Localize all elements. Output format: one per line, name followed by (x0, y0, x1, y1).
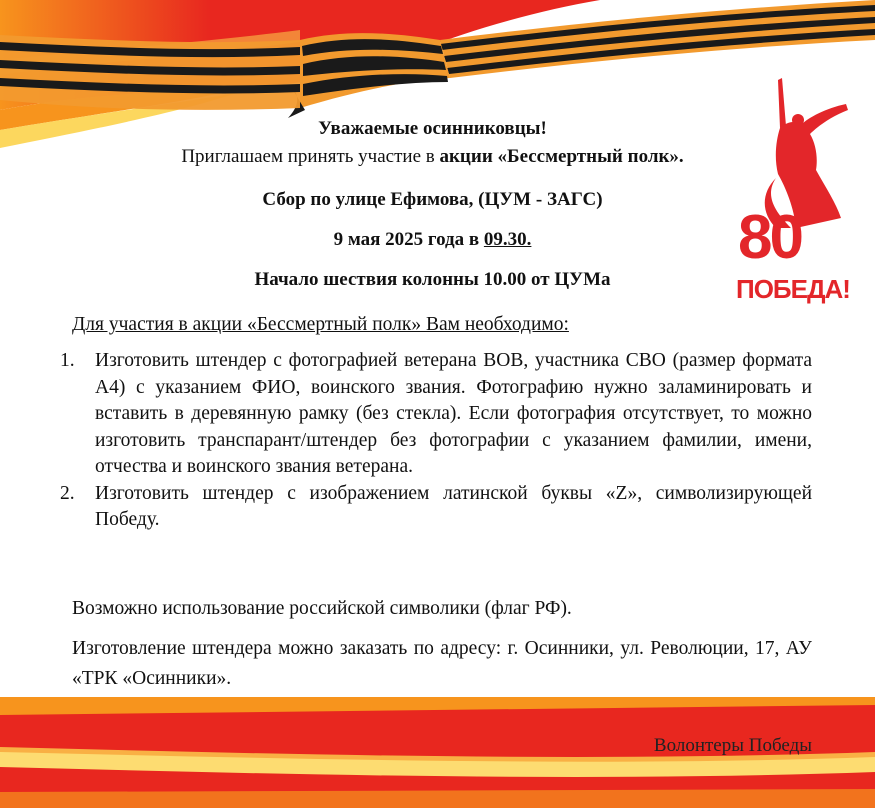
list-item-text: Изготовить штендер с изображением латинской буквы «Z», символизирующей Победу. (95, 482, 812, 530)
invitation-emphasis: акции «Бессмертный полк». (439, 146, 684, 167)
event-date (0, 229, 870, 251)
requirements-list (60, 348, 812, 534)
emblem-number: 80 (738, 203, 801, 272)
gathering-location: Сбор по улице Ефимова, (ЦУМ - ЗАГС) (262, 189, 603, 210)
list-item-text: Изготовить штендер с фотографией ветерана ВОВ, участника СВО (размер формата А4) с указанием ФИО, воинского звания. Фотографию нужно заламинировать и вставить в деревянную рамку (без стекла). Если фотография отсутствует, то можно изготовить транспарант/штендер без фотографии с указанием фамилии, имени, отчества и воинского звания ветерана. (95, 350, 812, 477)
flag-note: Возможно использование российской символики (флаг РФ). (72, 598, 572, 619)
march-start: Начало шествия колонны 10.00 от ЦУМа (254, 269, 611, 290)
event-time: 09.30. (483, 229, 532, 250)
list-item-number: 1. (60, 350, 75, 371)
signature: Волонтеры Победы (653, 735, 812, 756)
emblem-word: ПОБЕДА! (736, 274, 850, 304)
order-note: Изготовление штендера можно заказать по адресу: г. Осинники, ул. Революции, 17, АУ «ТРК «Осинники». (72, 638, 812, 689)
requirements-heading: Для участия в акции «Бессмертный полк» Вам необходимо: (72, 314, 569, 335)
list-item (60, 348, 812, 481)
list-item-number: 2. (60, 482, 75, 504)
invitation-prefix: Приглашаем принять участие в (181, 146, 440, 167)
event-date-prefix: 9 мая 2025 года в (333, 229, 484, 250)
invitation-line (0, 146, 870, 168)
list-item (60, 481, 812, 534)
greeting: Уважаемые осинниковцы! (318, 118, 547, 139)
